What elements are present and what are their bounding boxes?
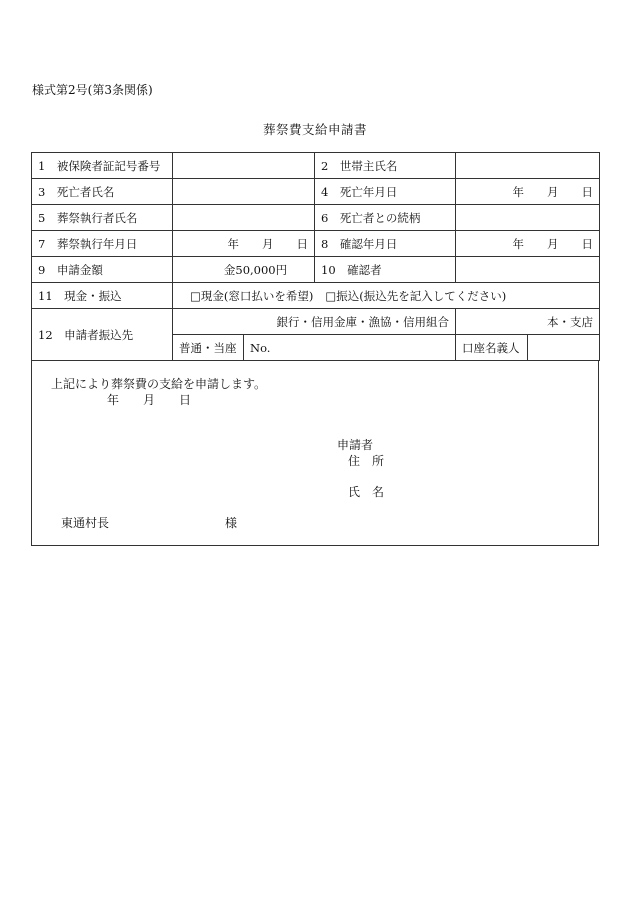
- funeral-date-field[interactable]: 年 月 日: [173, 231, 315, 257]
- confirmation-date-label: 8 確認年月日: [315, 231, 456, 257]
- address-label: 住 所: [348, 454, 385, 468]
- payment-method-label: 11 現金・振込: [32, 283, 173, 309]
- name-label: 氏 名: [348, 485, 385, 499]
- funeral-executor-name-field[interactable]: [173, 205, 315, 231]
- household-head-name-field[interactable]: [456, 153, 600, 179]
- addressee-label: 東通村長: [61, 516, 110, 530]
- account-number-label: No.: [244, 335, 456, 361]
- relationship-label: 6 死亡者との続柄: [315, 205, 456, 231]
- amount-value: 金50,000円: [173, 257, 315, 283]
- confirmer-field[interactable]: [456, 257, 600, 283]
- cash-option-checkbox[interactable]: □現金(窓口払いを希望): [190, 288, 314, 303]
- household-head-name-label: 2 世帯主氏名: [315, 153, 456, 179]
- application-date[interactable]: 年 月 日: [107, 393, 192, 407]
- applicant-label: 申請者: [337, 438, 374, 452]
- document-title: 葬祭費支給申請書: [262, 122, 367, 137]
- insured-card-number-label: 1 被保険者証記号番号: [32, 153, 173, 179]
- form-number-label: 様式第2号(第3条関係): [32, 83, 153, 97]
- deceased-name-field[interactable]: [173, 179, 315, 205]
- declaration-section: [31, 361, 599, 546]
- amount-label: 9 申請金額: [32, 257, 173, 283]
- table-row: [32, 231, 600, 257]
- confirmer-label: 10 確認者: [315, 257, 456, 283]
- table-row: [32, 257, 600, 283]
- application-table: [31, 152, 600, 361]
- funeral-executor-name-label: 5 葬祭執行者氏名: [32, 205, 173, 231]
- account-holder-field[interactable]: [528, 335, 600, 361]
- table-row: [32, 179, 600, 205]
- table-row: [32, 309, 600, 335]
- confirmation-date-field[interactable]: 年 月 日: [456, 231, 600, 257]
- transfer-option-checkbox[interactable]: □振込(振込先を記入してください): [325, 288, 507, 303]
- declaration-text: 上記により葬祭費の支給を申請します。: [51, 377, 267, 391]
- transfer-destination-label: 12 申請者振込先: [32, 309, 173, 361]
- account-type-label: 普通・当座: [173, 335, 244, 361]
- date-of-death-field[interactable]: 年 月 日: [456, 179, 600, 205]
- account-holder-label: 口座名義人: [456, 335, 528, 361]
- table-row: [32, 153, 600, 179]
- branch-label: 本・支店: [456, 309, 600, 335]
- date-of-death-label: 4 死亡年月日: [315, 179, 456, 205]
- bank-type-label: 銀行・信用金庫・漁協・信用組合: [173, 309, 456, 335]
- relationship-field[interactable]: [456, 205, 600, 231]
- deceased-name-label: 3 死亡者氏名: [32, 179, 173, 205]
- table-row: [32, 283, 600, 309]
- funeral-date-label: 7 葬祭執行年月日: [32, 231, 173, 257]
- table-row: [32, 205, 600, 231]
- insured-card-number-field[interactable]: [173, 153, 315, 179]
- honorific-label: 様: [225, 516, 238, 530]
